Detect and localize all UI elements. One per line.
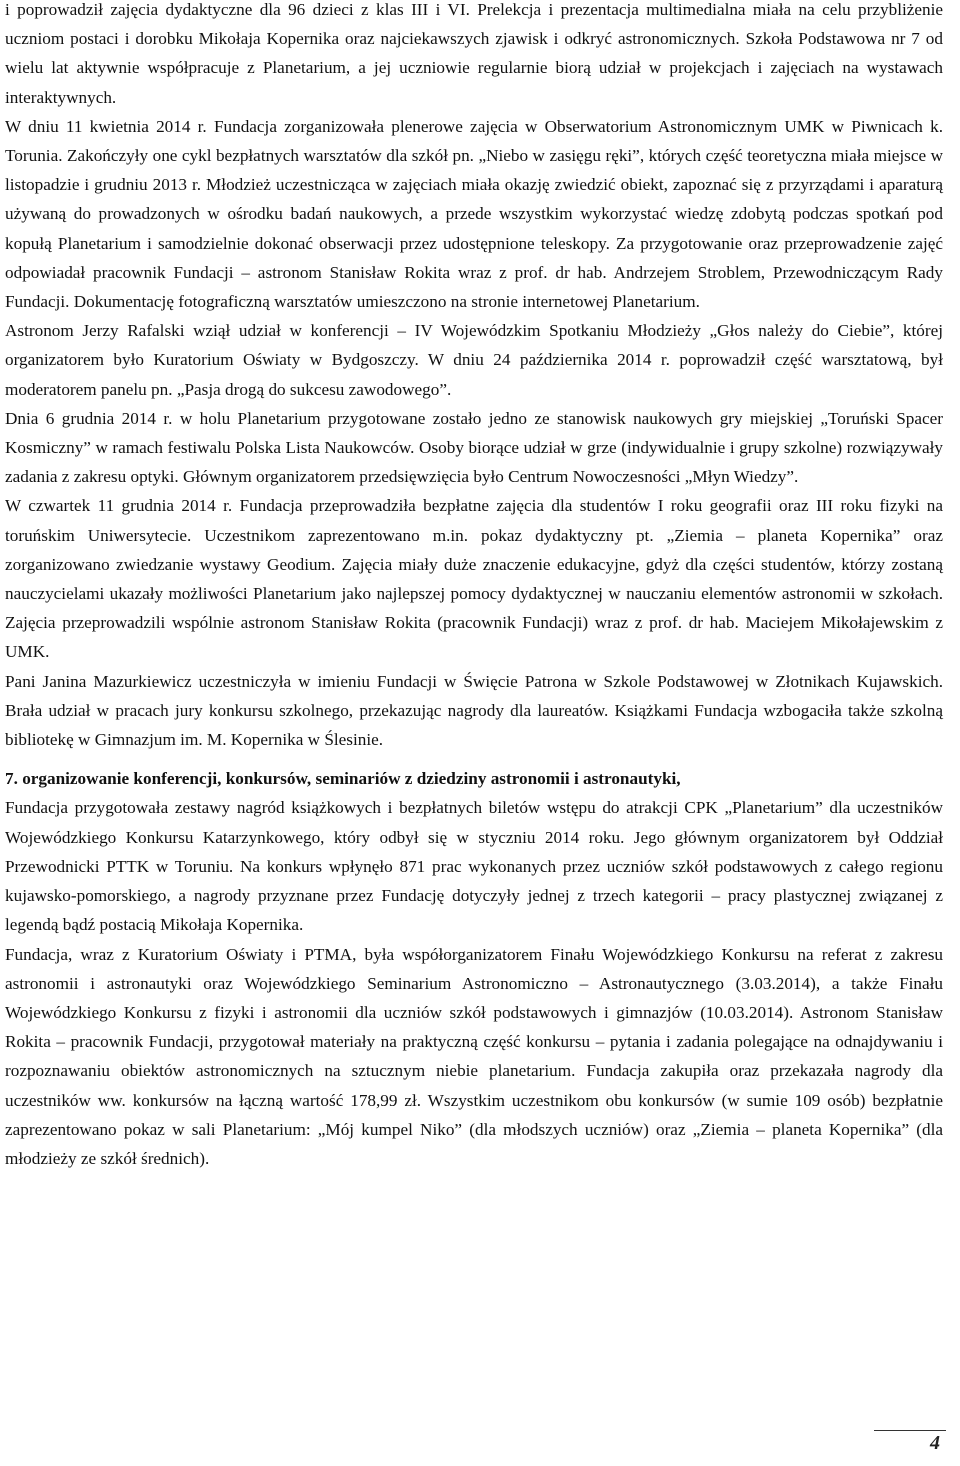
- paragraph-youth-conference: Astronom Jerzy Rafalski wziął udział w konferencji – IV Wojewódzkim Spotkaniu Młodzieży „Głos należy do Ciebie”, której organizatorem było Kuratorium Oświaty w Bydgoszczy. W dniu 24 października 2014 r. poprowadził część warsztatową, był moderatorem panelu pn. „Pasja drogą do sukcesu zawodowego”.: [5, 321, 943, 399]
- paragraph-city-game: Dnia 6 grudnia 2014 r. w holu Planetarium przygotowane zostało jedno ze stanowisk naukowych gry miejskiej „Toruński Spacer Kosmiczny” w ramach festiwalu Polska Lista Naukowców. Osoby biorące udział w grze (indywidualnie i grupy szkolne) rozwiązywały zadania z zakresu optyki. Głównym organizatorem przedsięwzięcia było Centrum Nowoczesności „Młyn Wiedzy”.: [5, 408, 943, 487]
- paragraph-planetarium-school-lecture: i poprowadził zajęcia dydaktyczne dla 96 dzieci z klas III i VI. Prelekcja i prezentacja multimedialna miała na celu przybliżenie uczniom postaci i dorobku Mikołaja Kopernika oraz najciekawszych zjawisk i odkryć astronomicznych. Szkoła Podstawowa nr 7 od wielu lat aktywnie współpracuje z Planetarium, a jej uczniowie regularnie biorą udział w projekcjach i zajęciach na wystawach interaktywnych.: [5, 0, 943, 107]
- paragraph-school-patron-day: Pani Janina Mazurkiewicz uczestniczyła w imieniu Fundacji w Święcie Patrona w Szkole Podstawowej w Złotnikach Kujawskich. Brała udział w pracach jury konkursu szkolnego, przekazując nagrody dla laureatów. Książkami Fundacja wzbogaciła także szkolną bibliotekę w Gimnazjum im. M. Kopernika w Ślesinie.: [5, 671, 943, 750]
- paragraph-katarzynki-contest: Fundacja przygotowała zestawy nagród książkowych i bezpłatnych biletów wstępu do atrakcji CPK „Planetarium” dla uczestników Wojewódzkiego Konkursu Katarzynkowego, który odbył się w styczniu 2014 roku. Jego głównym organizatorem był Oddział Przewodnicki PTTK w Toruniu. Na konkurs wpłynęło 871 prac wykonanych przez uczniów szkół podstawowych z całego regionu kujawsko-pomorskiego, a nagrody przyznane przez Fundację dotyczyły jednej z trzech kategorii – pracy plastycznej związanej z legendą bądź postacią Mikołaja Kopernika.: [5, 798, 943, 935]
- document-page: [5, 0, 943, 1173]
- paragraph-observatory-workshops: W dniu 11 kwietnia 2014 r. Fundacja zorganizowała plenerowe zajęcia w Obserwatorium Astronomicznym UMK w Piwnicach k. Torunia. Zakończyły one cykl bezpłatnych warsztatów dla szkół pn. „Niebo w zasięgu ręki”, których część teoretyczna miała miejsce w listopadzie i grudniu 2013 r. Młodzież uczestnicząca w zajęciach miała okazję zwiedzić obiekt, zapoznać się z przyrządami i aparaturą używaną do prowadzonych w ośrodku badań naukowych, a przede wszystkim wykorzystać wiedzę zdobytą podczas spotkań pod kopułą Planetarium i samodzielnie dokonać obserwacji przez udostępnione teleskopy. Za przygotowanie oraz przeprowadzenie zajęć odpowiadał pracownik Fundacji – astronom Stanisław Rokita wraz z prof. dr hab. Andrzejem Stroblem, Przewodniczącym Rady Fundacji. Dokumentację fotograficzną warsztatów umieszczono na stronie internetowej Planetarium.: [5, 116, 943, 312]
- page-number-rule: [874, 1430, 946, 1431]
- page-number: 4: [930, 1432, 940, 1454]
- paragraph-regional-contests: Fundacja, wraz z Kuratorium Oświaty i PTMA, była współorganizatorem Finału Wojewódzkiego Konkursu na referat z zakresu astronomii i astronautyki oraz Wojewódzkiego Seminarium Astronomiczno – Astronautycznego (3.03.2014), a także Finału Wojewódzkiego Konkursu z fizyki i astronomii dla uczniów szkół podstawowych i gimnazjów (10.03.2014). Astronom Stanisław Rokita – pracownik Fundacji, przygotował materiały na praktyczną część konkursu – pytania i zadania polegające na odnajdywaniu i rozpoznawaniu obiektów astronomicznych na sztucznym niebie planetarium. Fundacja zakupiła oraz przekazała nagrody dla uczestników ww. konkursów na łączną wartość 178,99 zł. Wszystkim uczestnikom obu konkursów (w sumie 109 osób) bezpłatnie zaprezentowano pokaz w sali Planetarium: „Mój kumpel Niko” (dla młodszych uczniów) oraz „Ziemia – planeta Kopernika” (dla młodzieży ze szkół średnich).: [5, 944, 943, 1168]
- paragraph-student-classes: W czwartek 11 grudnia 2014 r. Fundacja przeprowadziła bezpłatne zajęcia dla studentów I roku geografii oraz III roku fizyki na toruńskim Uniwersytecie. Uczestnikom zaprezentowano m.in. pokaz dydaktyczny pt. „Ziemia – planeta Kopernika” oraz zorganizowano zwiedzanie wystawy Geodium. Zajęcia miały duże znaczenie edukacyjne, gdyż dla części studentów, którzy zostaną nauczycielami ukazały możliwości Planetarium jako najlepszej pomocy dydaktycznej w nauczaniu elementów astronomii w szkołach. Zajęcia przeprowadzili wspólnie astronom Stanisław Rokita (pracownik Fundacji) wraz z prof. dr hab. Maciejem Mikołajewskim z UMK.: [5, 496, 943, 662]
- section-heading: 7. organizowanie konferencji, konkursów, seminariów z dziedziny astronomii i astronautyki,: [5, 769, 681, 789]
